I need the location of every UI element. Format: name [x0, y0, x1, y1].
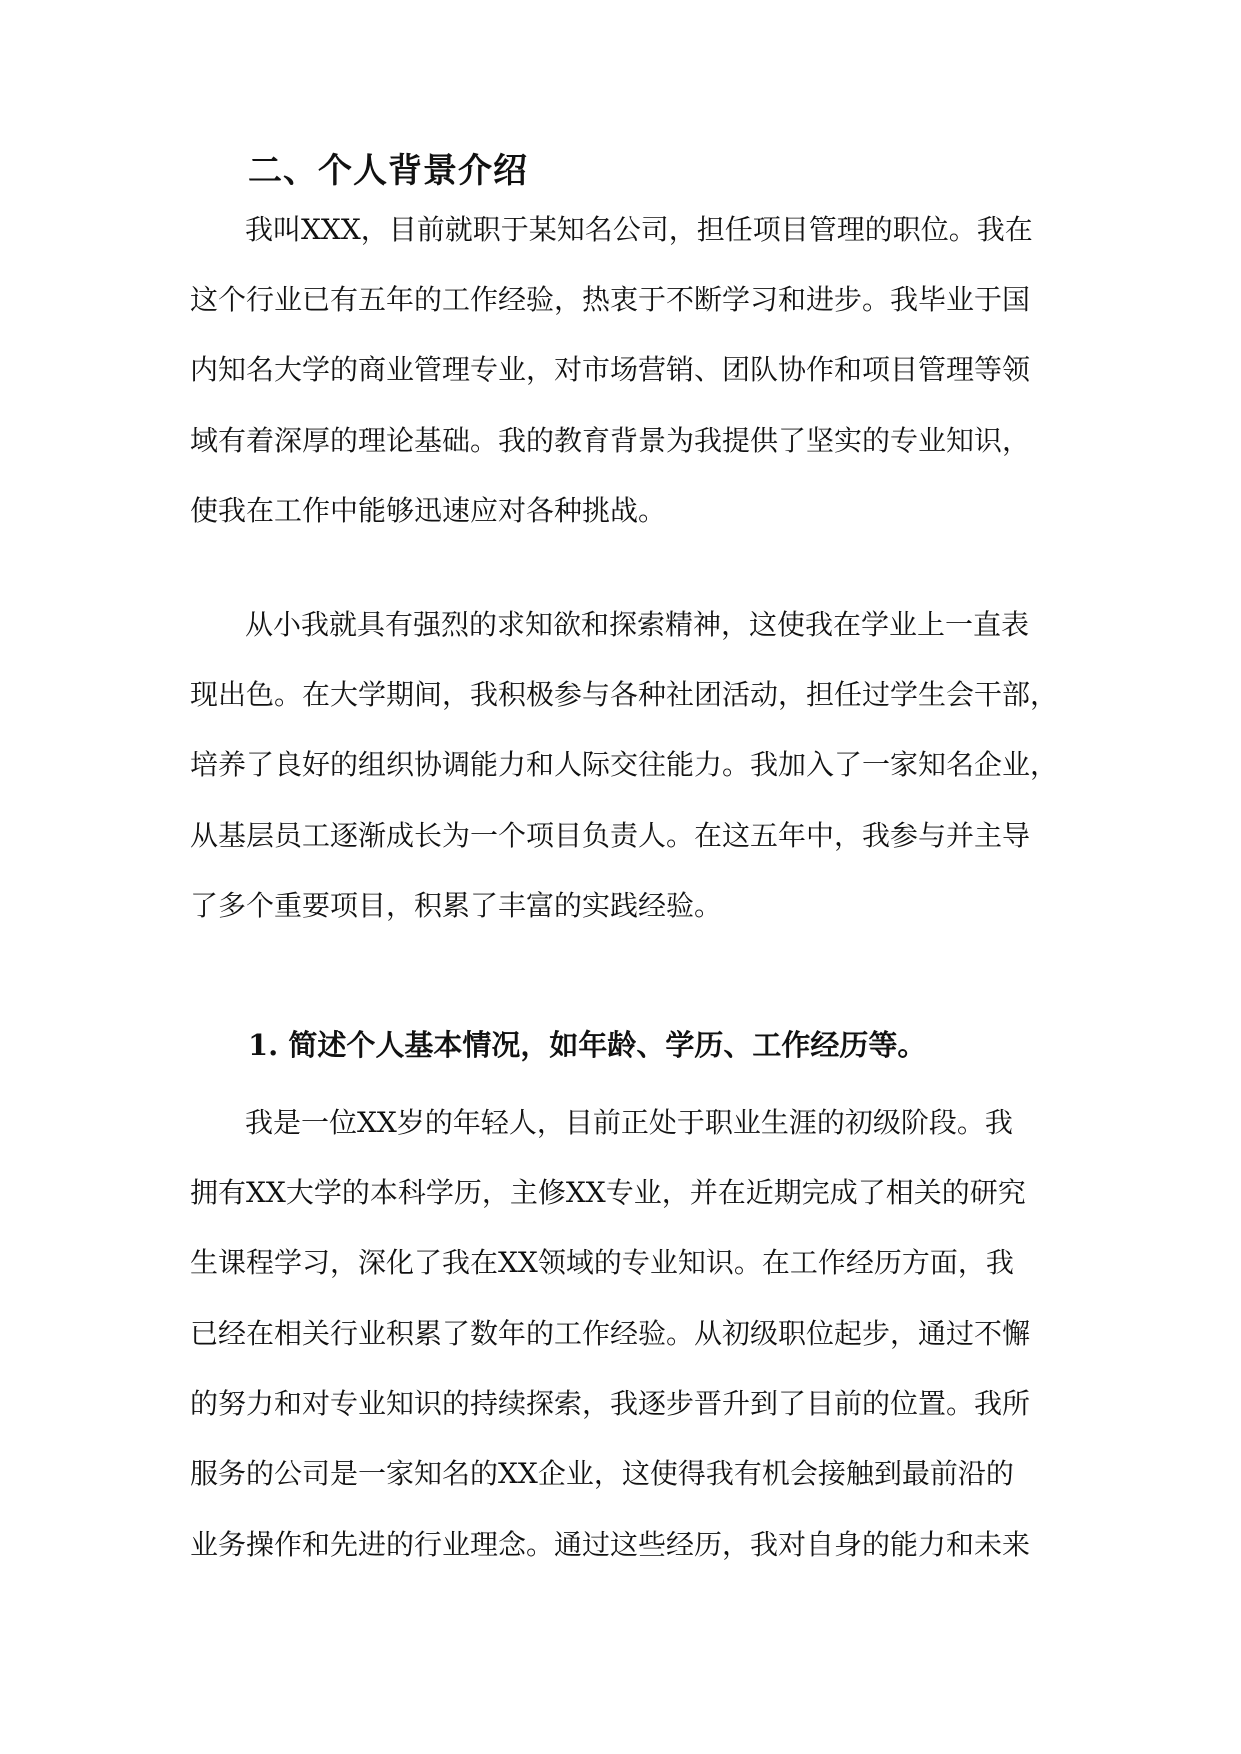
- paragraph-line: 我是一位XX岁的年轻人，目前正处于职业生涯的初级阶段。我: [245, 1106, 1013, 1139]
- paragraph-line: 了多个重要项目，积累了丰富的实践经验。: [190, 889, 723, 922]
- paragraph-line: 的努力和对专业知识的持续探索，我逐步晋升到了目前的位置。我所: [190, 1387, 1031, 1420]
- paragraph-line: 内知名大学的商业管理专业，对市场营销、团队协作和项目管理等领: [190, 353, 1031, 386]
- paragraph-line: 生课程学习，深化了我在XX领域的专业知识。在工作经历方面，我: [190, 1246, 1014, 1279]
- paragraph-line: 这个行业已有五年的工作经验，热衷于不断学习和进步。我毕业于国: [190, 283, 1031, 316]
- paragraph-line: 现出色。在大学期间，我积极参与各种社团活动，担任过学生会干部，: [190, 678, 1059, 711]
- paragraph-line: 已经在相关行业积累了数年的工作经验。从初级职位起步，通过不懈: [190, 1317, 1031, 1350]
- paragraph-line: 从基层员工逐渐成长为一个项目负责人。在这五年中，我参与并主导: [190, 819, 1031, 852]
- paragraph-line: 域有着深厚的理论基础。我的教育背景为我提供了坚实的专业知识，: [190, 424, 1031, 457]
- paragraph-line: 业务操作和先进的行业理念。通过这些经历，我对自身的能力和未来: [190, 1528, 1031, 1561]
- paragraph-line: 从小我就具有强烈的求知欲和探索精神，这使我在学业上一直表: [245, 608, 1030, 641]
- subsection-heading: 1. 简述个人基本情况，如年龄、学历、工作经历等。: [248, 1028, 927, 1062]
- paragraph-line: 拥有XX大学的本科学历，主修XX专业，并在近期完成了相关的研究: [190, 1176, 1026, 1209]
- paragraph-line: 使我在工作中能够迅速应对各种挑战。: [190, 494, 667, 527]
- paragraph-line: 服务的公司是一家知名的XX企业，这使得我有机会接触到最前沿的: [190, 1457, 1014, 1490]
- section-heading: 二、个人背景介绍: [248, 151, 528, 191]
- paragraph-line: 培养了良好的组织协调能力和人际交往能力。我加入了一家知名企业，: [190, 748, 1059, 781]
- paragraph-line: 我叫XXX，目前就职于某知名公司，担任项目管理的职位。我在: [245, 213, 1033, 246]
